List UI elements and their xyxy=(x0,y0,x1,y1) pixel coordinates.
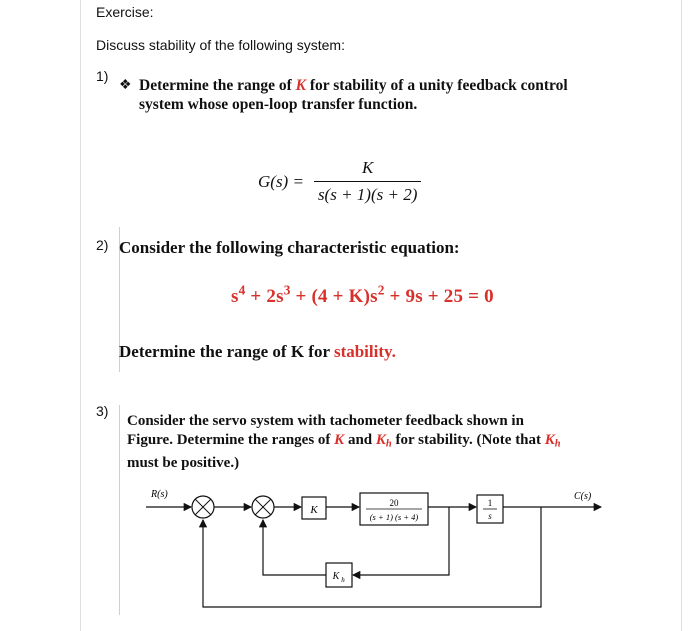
eq-exp-2: 2 xyxy=(377,282,385,298)
section-divider-3 xyxy=(119,405,120,615)
plant-denominator: (s + 1) (s + 4) xyxy=(369,512,419,522)
question-2-ask-text: Determine the range of K for xyxy=(119,342,334,361)
transfer-function-fraction xyxy=(314,158,421,205)
question-3-line-1: Consider the servo system with tachometer feedback shown in xyxy=(127,413,524,429)
tachometer-feedback-path xyxy=(263,520,326,575)
question-3-k: K xyxy=(334,432,345,448)
tachometer-label-sub: h xyxy=(341,576,345,584)
page-frame xyxy=(80,0,682,631)
tachometer-label: K xyxy=(332,571,340,582)
summing-junction-1 xyxy=(192,496,214,518)
eq-exp-4: 4 xyxy=(238,282,246,298)
exercise-intro: Discuss stability of the following system: xyxy=(96,37,345,53)
gain-label: K xyxy=(310,504,318,516)
question-1-text-a: Determine the range of xyxy=(139,77,296,94)
summing-junction-2 xyxy=(252,496,274,518)
characteristic-equation xyxy=(231,282,494,308)
question-3-kh: K xyxy=(375,432,386,448)
input-label: R(s) xyxy=(151,489,168,500)
question-3-line-2a: Figure. Determine the ranges of xyxy=(127,432,335,448)
question-2-ask-highlight: stability. xyxy=(333,342,396,361)
transfer-function xyxy=(258,158,421,205)
question-2-text: Consider the following characteristic equation: xyxy=(119,238,460,257)
question-3-line-2c: for stability. (Note that xyxy=(391,432,545,448)
fraction-bar xyxy=(314,181,421,182)
question-2-ask xyxy=(119,342,396,362)
eq-term-3: + (4 + K)s xyxy=(290,286,378,307)
integrator-numerator: 1 xyxy=(487,498,493,508)
equation-body xyxy=(231,282,494,307)
integrator-denominator: s xyxy=(488,511,492,521)
question-3-line-3: must be positive.) xyxy=(127,454,240,471)
transfer-function-lhs: G(s) = xyxy=(258,171,304,191)
question-3-text xyxy=(127,412,647,473)
question-1-k: K xyxy=(295,77,307,94)
exercise-title: Exercise: xyxy=(96,4,154,20)
question-1-text xyxy=(139,76,659,114)
question-3-number: 3) xyxy=(96,403,109,419)
eq-exp-3: 3 xyxy=(283,282,291,298)
question-3-kh2: K xyxy=(544,432,555,448)
question-2-number: 2) xyxy=(96,237,109,253)
eq-term-2: + 2s xyxy=(245,286,284,307)
question-3-line-2b: and xyxy=(344,432,376,448)
transfer-function-denominator: s(s + 1)(s + 2) xyxy=(317,185,418,204)
plant-numerator: 20 xyxy=(389,498,399,508)
eq-s: s xyxy=(231,286,239,307)
block-diagram xyxy=(121,485,641,620)
question-1-number: 1) xyxy=(96,68,109,84)
question-3-kh2-sub: h xyxy=(554,438,561,450)
question-3-kh-sub: h xyxy=(385,438,392,450)
question-1-line-2: system whose open-loop transfer function. xyxy=(139,96,418,113)
output-label: C(s) xyxy=(574,491,592,502)
eq-tail: + 9s + 25 = 0 xyxy=(384,286,494,307)
transfer-function-numerator: K xyxy=(361,158,374,177)
diamond-bullet-icon: ❖ xyxy=(119,76,132,92)
question-1-text-b: for stability of a unity feedback control xyxy=(306,77,568,94)
